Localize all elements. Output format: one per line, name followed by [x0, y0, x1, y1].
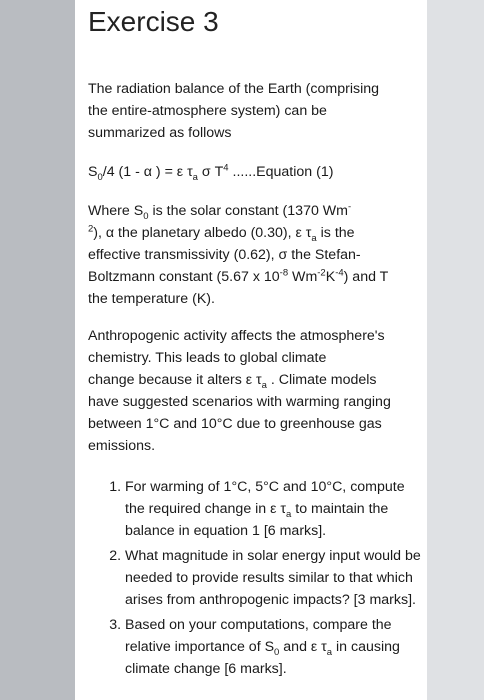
intro-line: the entire-atmosphere system) can be — [88, 103, 327, 119]
definitions-paragraph: Where $S_0$ is the solar constant (1370 Wm- $^2$), α the planetary albedo (0.30), ε $\tau_a$ is the effective transmissivity (0.62), σ the Stefan- Boltzmann constant (5.67 x $10^{-8}$ $Wm^{-2}K^{-4}$) and T the temperature (K). — [88, 201, 389, 307]
document-page — [75, 0, 427, 700]
background-strip — [427, 0, 484, 700]
questions-list — [88, 476, 421, 683]
intro-line: summarized as follows — [88, 125, 232, 141]
list-item: 3. Based on your computations, compare the relative importance of $S_0$ and ε $\tau_a$ in causing climate change [6 marks]. — [125, 614, 421, 680]
list-item: 2. What magnitude in solar energy input would be needed to provide results similar to that which arises from anthropogenic impacts? [3 marks]. — [125, 545, 421, 611]
page-title: Exercise 3 — [88, 6, 219, 37]
list-item: 1. For warming of 1°C, 5°C and 10°C, compute the required change in ε $\tau_a$ to maintain the balance in equation 1 [6 marks]. — [125, 476, 421, 542]
equation-1: $S_0/4$ (1 - α ) = ε $\tau_a$ σ $T^4$ ......Equation (1) — [88, 162, 334, 183]
intro-paragraph — [88, 78, 421, 144]
intro-line: The radiation balance of the Earth (comprising — [88, 81, 380, 97]
anthropogenic-paragraph: Anthropogenic activity affects the atmosphere's chemistry. This leads to global climate change because it alters ε $\tau_a$ . Climate models have suggested scenarios with warming ranging between 1°C and 10°C due to greenhouse gas emissions. — [88, 328, 391, 454]
